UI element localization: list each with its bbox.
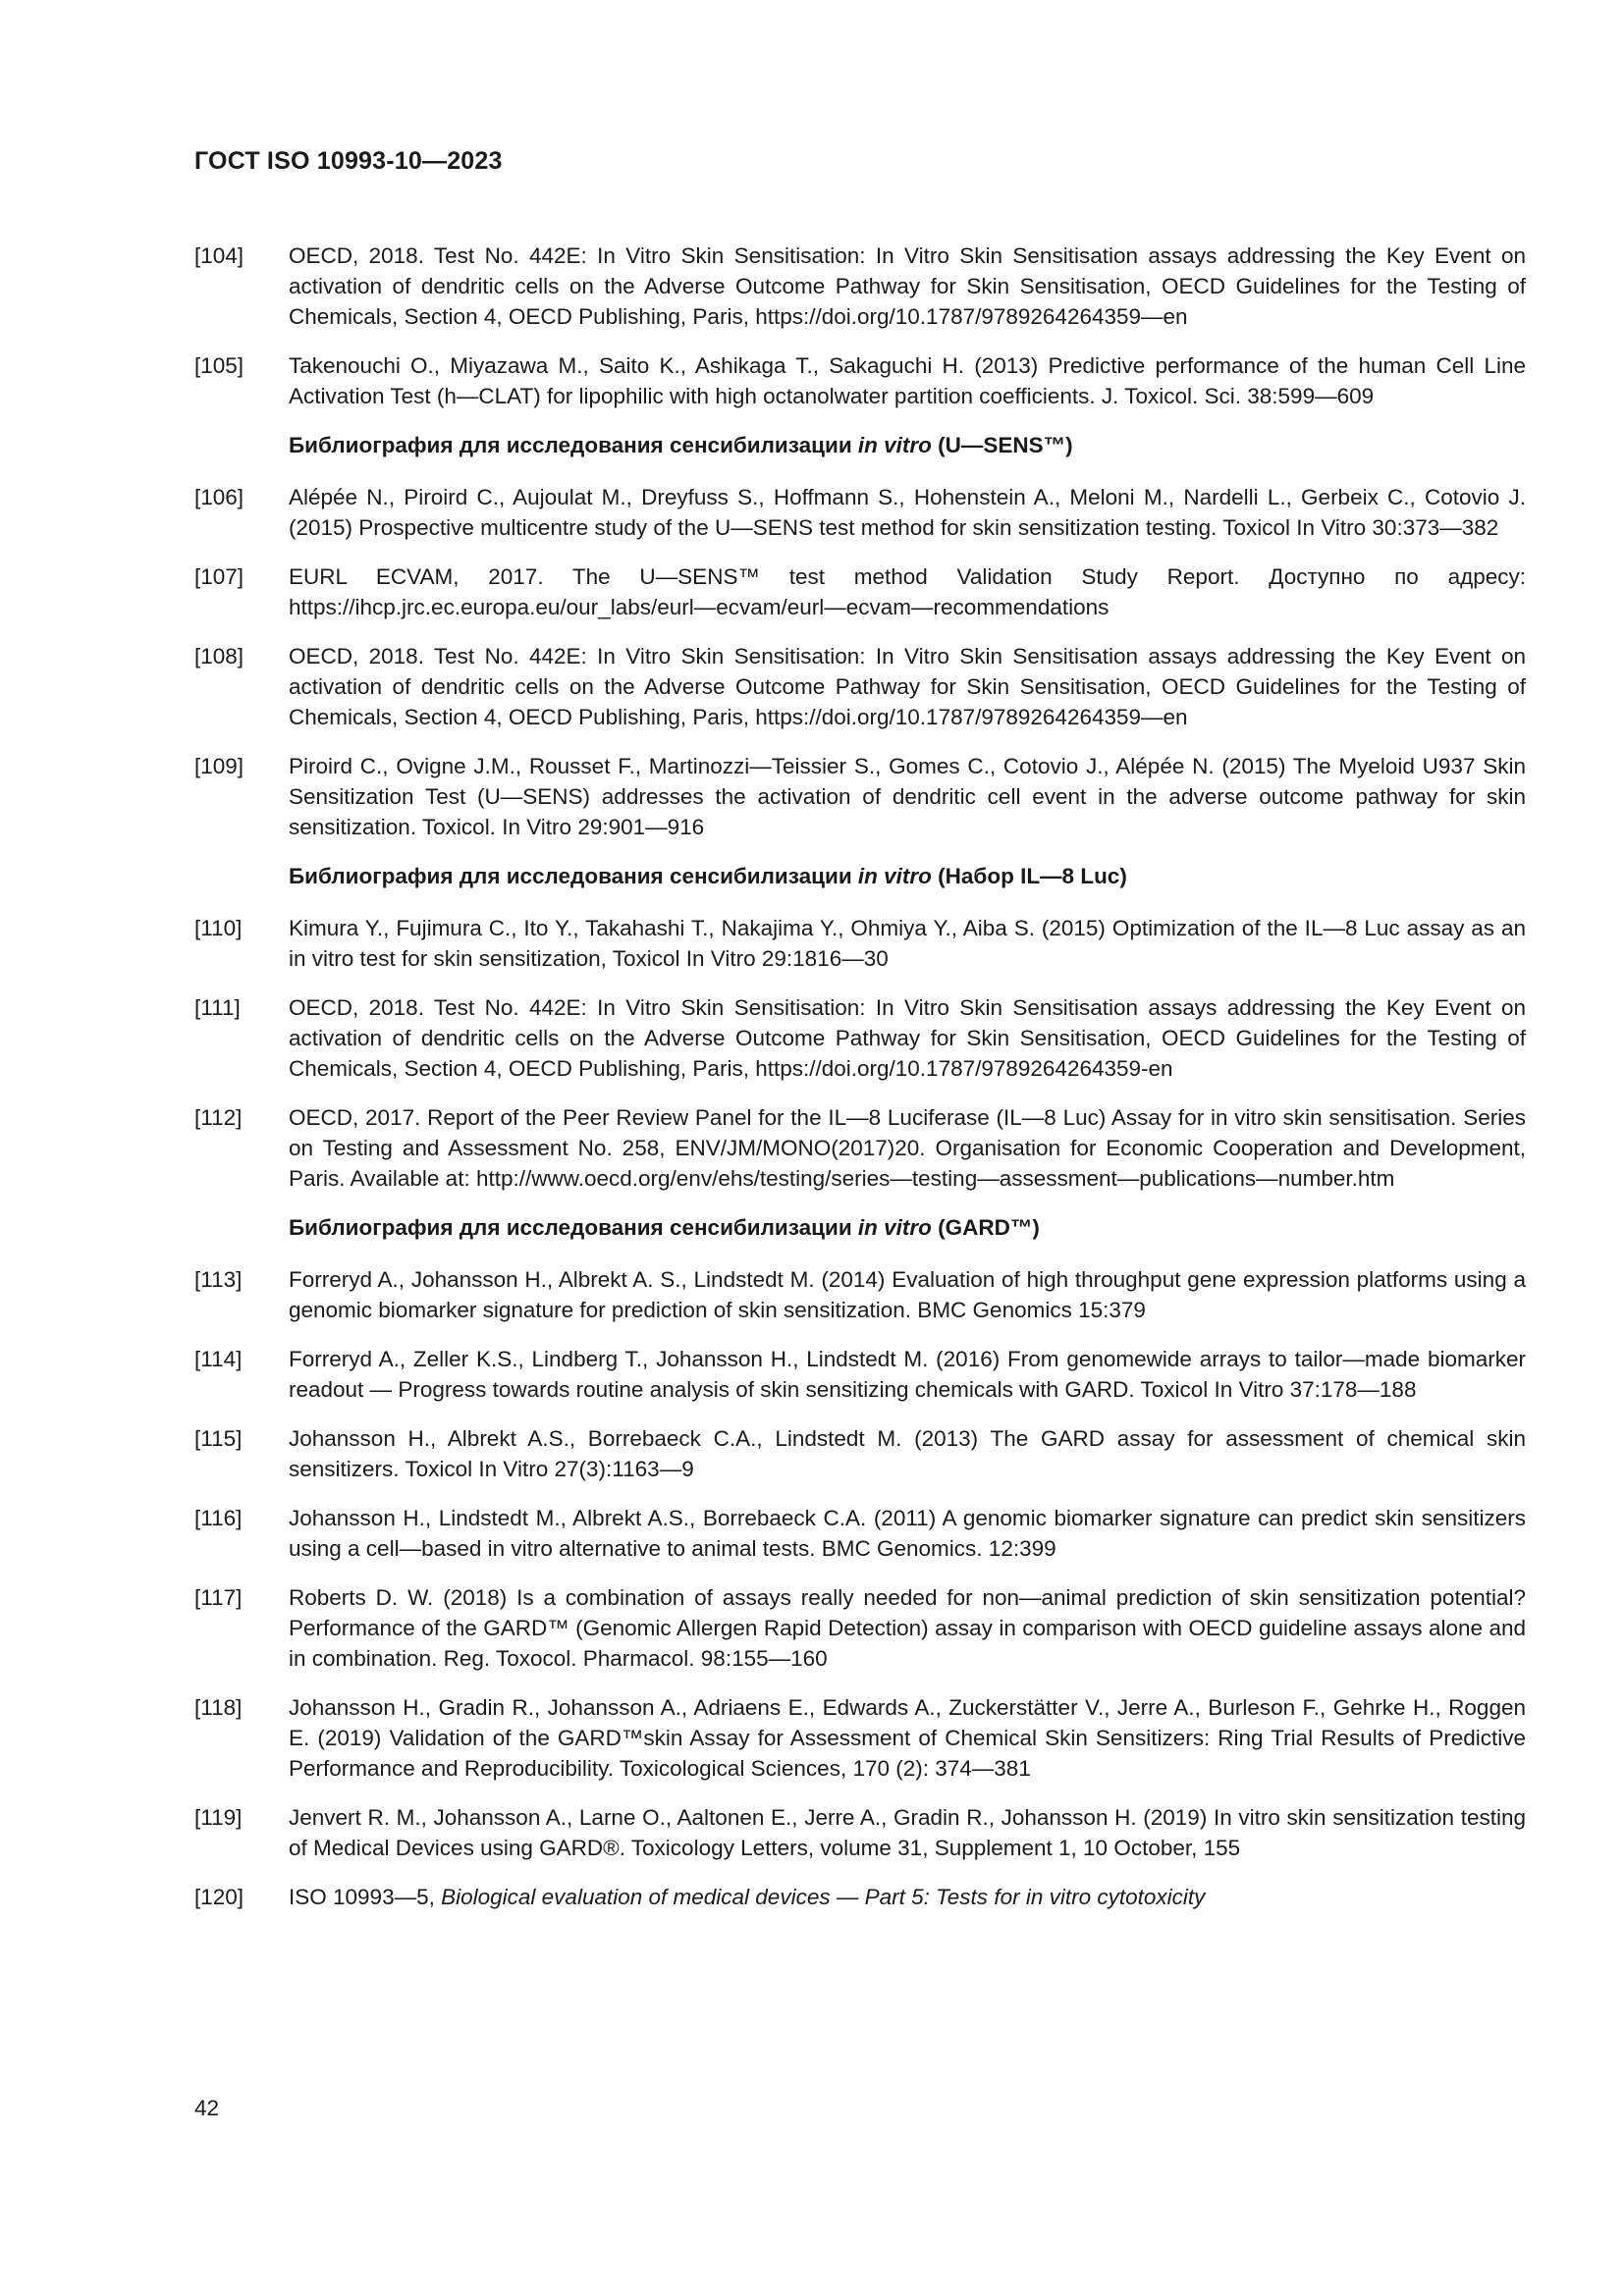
bib-entry-number: [108] [194,644,244,668]
bib-entry-number: [109] [194,754,244,778]
bib-entry-text-italic: Biological evaluation of medical devices — Part 5: Tests for in vitro cytotoxicity [441,1885,1206,1909]
bib-entry-number: [113] [194,1267,243,1292]
bib-entry-number: [112] [194,1105,243,1130]
section-heading-italic: in vitro [857,433,932,457]
bib-entry-number: [106] [194,485,244,509]
section-heading-text: Библиография для исследования сенсибилизации [289,1215,858,1240]
bib-entry-number: [115] [194,1426,243,1451]
bibliography-list [194,240,1526,1931]
page-header: ГОСТ ISO 10993-10—2023 [194,147,503,175]
bib-entry-text: EURL ECVAM, 2017. The U—SENS™ test method Validation Study Report. Доступно по адресу: https://ihcp.jrc.ec.europa.eu/our_labs/eurl—ecvam/eurl—ecvam—recommendations [289,564,1526,619]
section-heading-suffix: (U—SENS™) [931,433,1073,457]
section-heading-italic: in vitro [857,864,932,888]
bib-entry-text: Forreryd A., Zeller K.S., Lindberg T., Johansson H., Lindstedt M. (2016) From genomewide arrays to tailor—made biomarker readout — Progress towards routine analysis of skin sensitizing chemicals with GARD. Toxicol In Vitro 37:178—188 [289,1347,1526,1402]
bib-entry [194,751,1526,842]
page-number: 42 [194,2096,220,2120]
bib-entry-number: [104] [194,243,244,268]
bib-entry-text: Johansson H., Lindstedt M., Albrekt A.S., Borrebaeck C.A. (2011) A genomic biomarker signature can predict skin sensitizers using a cell—based in vitro alternative to animal tests. BMC Genomics. 12:399 [289,1506,1526,1561]
bib-entry [194,913,1526,974]
bib-entry-text-plain: ISO 10993—5, [289,1885,442,1909]
bib-entry-text: Johansson H., Gradin R., Johansson A., Adriaens E., Edwards A., Zuckerstätter V., Jerre A., Burleson F., Gehrke H., Roggen E. (2019) Validation of the GARD™skin Assay for Assessment of Chemical Skin Sensitizers: Ring Trial Results of Predictive Performance and Reproducibility. Toxicological Sciences, 170 (2): 374—381 [289,1695,1526,1781]
bib-entry-number: [114] [194,1347,243,1371]
bib-entry-text: Forreryd A., Johansson H., Albrekt A. S., Lindstedt M. (2014) Evaluation of high throughput gene expression platforms using a genomic biomarker signature for prediction of skin sensitization. BMC Genomics 15:379 [289,1267,1526,1322]
bib-entry-text: OECD, 2018. Test No. 442E: In Vitro Skin Sensitisation: In Vitro Skin Sensitisation assays addressing the Key Event on activation of dendritic cells on the Adverse Outcome Pathway for Skin Sensitisation, OECD Guidelines for the Testing of Chemicals, Section 4, OECD Publishing, Paris, https://doi.org/10.1787/9789264264359-en [289,995,1526,1081]
bib-entry-number: [117] [194,1585,243,1610]
bib-entry [194,240,1526,332]
bib-entry [194,1102,1526,1194]
bib-entry-number: [119] [194,1805,243,1830]
bib-entry-text: OECD, 2017. Report of the Peer Review Panel for the IL—8 Luciferase (IL—8 Luc) Assay for in vitro skin sensitisation. Series on Testing and Assessment No. 258, ENV/JM/MONO(2017)20. Organisation for Economic Cooperation and Development, Paris. Available at: http://www.oecd.org/env/ehs/testing/series—testing—assessment—publications—number.htm [289,1105,1526,1191]
bib-entry-number: [116] [194,1506,243,1530]
section-heading-suffix: (Набор IL—8 Luc) [931,864,1127,888]
bib-entry-text: Johansson H., Albrekt A.S., Borrebaeck C.A., Lindstedt M. (2013) The GARD assay for assessment of chemical skin sensitizers. Toxicol In Vitro 27(3):1163—9 [289,1426,1526,1481]
bib-entry [194,1503,1526,1564]
bib-entry [194,1692,1526,1784]
bib-entry-number: [107] [194,564,244,589]
bib-entry-text: Kimura Y., Fujimura C., Ito Y., Takahashi T., Nakajima Y., Ohmiya Y., Aiba S. (2015) Optimization of the IL—8 Luc assay as an in vitro test for skin sensitization, Toxicol In Vitro 29:1816—30 [289,916,1526,971]
bib-entry-number: [120] [194,1885,244,1909]
bib-entry-number: [111] [194,995,241,1020]
bib-entry-text: Jenvert R. M., Johansson A., Larne O., Aaltonen E., Jerre A., Gradin R., Johansson H. (2019) In vitro skin sensitization testing of Medical Devices using GARD®. Toxicology Letters, volume 31, Supplement 1, 10 October, 155 [289,1805,1526,1860]
section-heading-italic: in vitro [857,1215,932,1240]
section-heading-il8-luc [194,861,1526,891]
bib-entry [194,1582,1526,1674]
bib-entry-text: Roberts D. W. (2018) Is a combination of assays really needed for non—animal prediction of skin sensitization potential? Performance of the GARD™ (Genomic Allergen Rapid Detection) assay in comparison with OECD guideline assays alone and in combination. Reg. Toxocol. Pharmacol. 98:155—160 [289,1585,1526,1671]
bib-entry [194,1344,1526,1405]
section-heading-gard [194,1212,1526,1243]
bib-entry [194,1264,1526,1325]
bib-entry-text: OECD, 2018. Test No. 442E: In Vitro Skin Sensitisation: In Vitro Skin Sensitisation assays addressing the Key Event on activation of dendritic cells on the Adverse Outcome Pathway for Skin Sensitisation, OECD Guidelines for the Testing of Chemicals, Section 4, OECD Publishing, Paris, https://doi.org/10.1787/9789264264359—en [289,243,1526,329]
section-heading-text: Библиография для исследования сенсибилизации [289,864,858,888]
section-heading-suffix: (GARD™) [931,1215,1040,1240]
bib-entry-text [289,1882,1526,1912]
bib-entry [194,482,1526,543]
bib-entry-number: [105] [194,353,244,378]
bib-entry [194,1423,1526,1484]
section-heading-text: Библиография для исследования сенсибилизации [289,433,858,457]
bib-entry-text: Takenouchi O., Miyazawa M., Saito K., Ashikaga T., Sakaguchi H. (2013) Predictive performance of the human Cell Line Activation Test (h—CLAT) for lipophilic with high octanolwater partition coefficients. J. Toxicol. Sci. 38:599—609 [289,353,1526,408]
bib-entry [194,1882,1526,1912]
bib-entry-text: Piroird C., Ovigne J.M., Rousset F., Martinozzi—Teissier S., Gomes C., Cotovio J., Alépée N. (2015) The Myeloid U937 Skin Sensitization Test (U—SENS) addresses the activation of dendritic cell event in the adverse outcome pathway for skin sensitization. Toxicol. In Vitro 29:901—916 [289,754,1526,839]
bib-entry [194,350,1526,411]
bib-entry [194,992,1526,1084]
bib-entry [194,641,1526,732]
bib-entry [194,1802,1526,1863]
bib-entry-number: [110] [194,916,243,940]
bib-entry-text: OECD, 2018. Test No. 442E: In Vitro Skin Sensitisation: In Vitro Skin Sensitisation assays addressing the Key Event on activation of dendritic cells on the Adverse Outcome Pathway for Skin Sensitisation, OECD Guidelines for the Testing of Chemicals, Section 4, OECD Publishing, Paris, https://doi.org/10.1787/9789264264359—en [289,644,1526,729]
bib-entry [194,561,1526,622]
bib-entry-text: Alépée N., Piroird C., Aujoulat M., Dreyfuss S., Hoffmann S., Hohenstein A., Meloni M., Nardelli L., Gerbeix C., Cotovio J. (2015) Prospective multicentre study of the U—SENS test method for skin sensitization testing. Toxicol In Vitro 30:373—382 [289,485,1526,540]
section-heading-u-sens [194,430,1526,460]
bib-entry-number: [118] [194,1695,243,1720]
